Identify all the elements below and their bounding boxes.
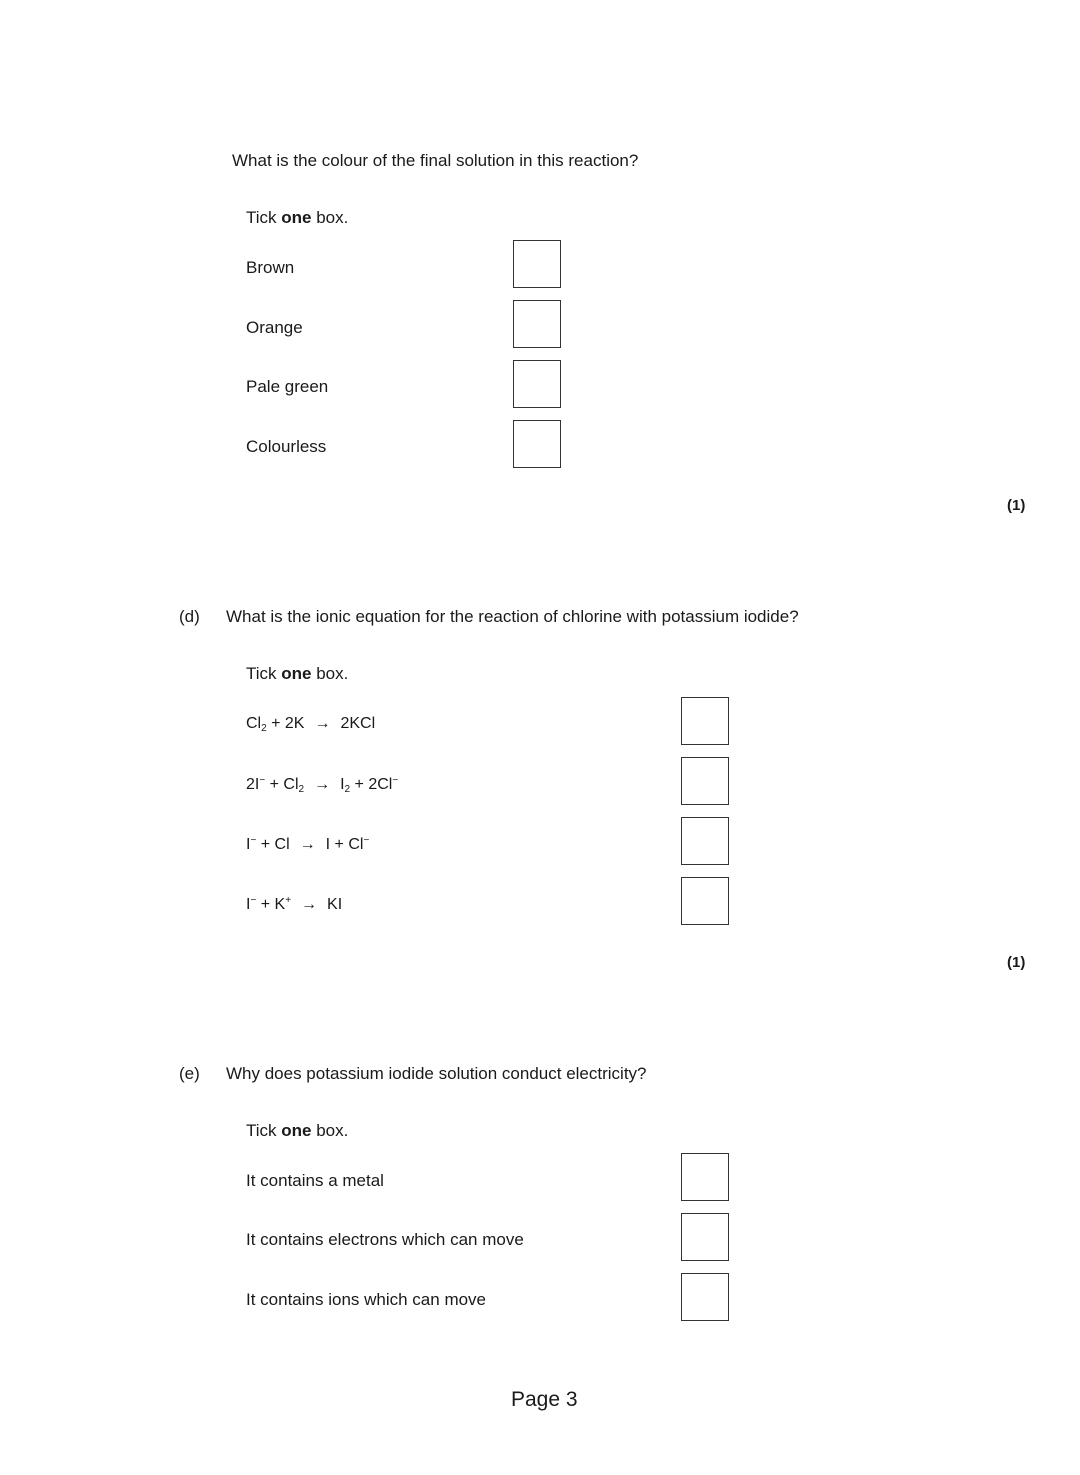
question-e-label: (e) xyxy=(179,1064,200,1083)
tick-box-e-2[interactable] xyxy=(681,1213,729,1261)
option-c-2-label: Orange xyxy=(246,318,303,337)
tick-box-c-2[interactable] xyxy=(513,300,561,348)
tick-box-d-1[interactable] xyxy=(681,697,729,745)
option-e-2-label: It contains electrons which can move xyxy=(246,1230,524,1249)
tick-instruction-d: Tick one box. xyxy=(246,664,349,683)
tick-box-e-3[interactable] xyxy=(681,1273,729,1321)
tick-box-d-2[interactable] xyxy=(681,757,729,805)
option-e-1-label: It contains a metal xyxy=(246,1171,384,1190)
option-c-1-label: Brown xyxy=(246,258,295,277)
tick-box-e-1[interactable] xyxy=(681,1153,729,1201)
option-c-3-label: Pale green xyxy=(246,377,329,396)
question-e-text: Why does potassium iodide solution conduct electricity? xyxy=(226,1064,647,1083)
equation-d-3: I− + Cl → I + Cl− xyxy=(246,835,370,853)
tick-instruction-e: Tick one box. xyxy=(246,1121,349,1140)
page-number: Page 3 xyxy=(511,1388,578,1411)
equation-d-1: $Cl_2 + 2K \to 2KCl$ xyxy=(246,715,376,734)
equation-d-4: I− + K+ → KI xyxy=(246,895,343,913)
tick-box-c-3[interactable] xyxy=(513,360,561,408)
equation-d-2: $2I^- + Cl_2 \to I_2 + 2Cl^-$ xyxy=(246,775,399,795)
question-d-text: What is the ionic equation for the reaction of chlorine with potassium iodide? xyxy=(226,607,799,626)
tick-box-c-4[interactable] xyxy=(513,420,561,468)
question-c-text: What is the colour of the final solution in this reaction? xyxy=(232,151,639,170)
option-c-4-label: Colourless xyxy=(246,437,327,456)
tick-box-c-1[interactable] xyxy=(513,240,561,288)
option-e-3-label: It contains ions which can move xyxy=(246,1290,487,1309)
tick-box-d-4[interactable] xyxy=(681,877,729,925)
mark-d: (1) xyxy=(1007,954,1026,971)
mark-c: (1) xyxy=(1007,497,1026,514)
question-d-label: (d) xyxy=(179,607,200,626)
tick-instruction-c: Tick one box. xyxy=(246,208,349,227)
tick-box-d-3[interactable] xyxy=(681,817,729,865)
